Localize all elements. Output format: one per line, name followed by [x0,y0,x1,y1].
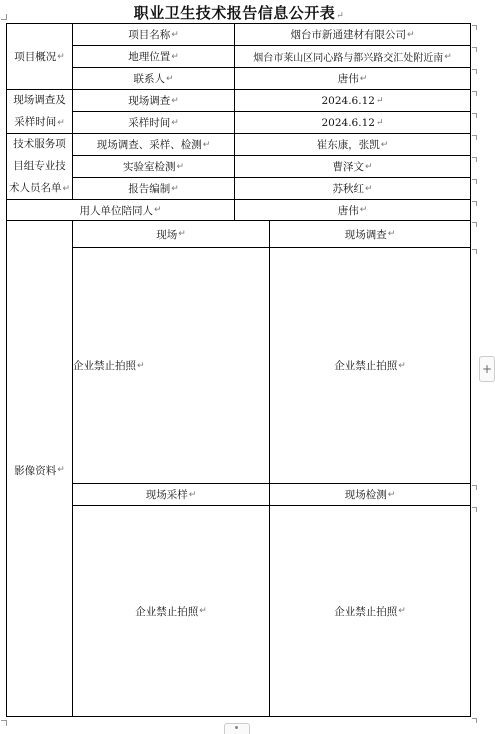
field-work-staff: 崔东康，张凯 ↵ [316,139,389,151]
row-end-marker [472,135,477,140]
row-end-marker [472,485,477,490]
lab-test-staff: 曹泽文 ↵ [332,161,373,173]
plus-icon: + [481,362,493,376]
escort-label: 用人单位陪同人 ↵ [79,204,162,217]
row-end-marker [472,113,477,118]
photo-placeholder-testing: 企业禁止拍照 ↵ [334,605,406,618]
row-end-marker [472,507,477,512]
field-work-label: 现场调查、采样、检测 ↵ [96,139,211,151]
row-end-marker [472,718,477,723]
row-end-marker [472,222,477,227]
location-label: 地理位置 ↵ [128,51,179,63]
report-writing-staff: 苏秋红 ↵ [332,183,373,195]
images-header-label: 影像资料 ↵ [14,464,65,477]
site-survey-date: 2024.6.12 ↵ [321,94,384,107]
row-end-marker [472,69,477,74]
tech-staff-header-line: 目组专业技 [13,160,66,172]
contact-value: 唐伟 ↵ [337,73,368,85]
photo-placeholder-sampling: 企业禁止拍照 ↵ [135,605,207,618]
dot-icon [235,726,238,729]
photo-caption-testing: 现场检测 ↵ [344,489,396,501]
sampling-date: 2024.6.12 ↵ [321,116,384,129]
photo-placeholder-site: 企业禁止拍照 ↵ [73,360,145,372]
photo-placeholder-survey: 企业禁止拍照 ↵ [334,360,406,372]
page-title: 职业卫生技术报告信息公开表↵ [133,4,345,22]
escort-value: 唐伟 ↵ [337,204,368,217]
photo-caption-site: 现场 ↵ [156,228,186,241]
report-writing-label: 报告编制 ↵ [128,183,179,195]
survey-time-header [7,90,72,133]
row-end-marker [472,179,477,184]
row-end-marker [472,157,477,162]
lab-test-label: 实验室检测 ↵ [122,161,185,173]
row-end-marker [472,91,477,96]
table-line [6,716,471,717]
row-end-marker [472,47,477,52]
photo-caption-survey: 现场调查 ↵ [344,228,396,241]
tech-staff-header-line: 技术服务项 [13,138,66,150]
sampling-time-label: 采样时间 ↵ [128,117,179,129]
page-scroll-handle[interactable] [224,723,250,734]
survey-time-header-line: 采样时间↵ [14,116,65,128]
contact-label: 联系人 ↵ [133,73,174,85]
project-name-value: 烟台市新通建材有限公司 ↵ [290,29,415,41]
row-end-marker [472,249,477,254]
project-name-label: 项目名称 ↵ [128,29,179,41]
table-line [470,23,471,717]
page-corner-mark [1,720,7,726]
row-end-marker [472,201,477,206]
photo-caption-sampling: 现场采样 ↵ [145,489,197,501]
project-overview-header: 项目概况 ↵ [14,51,65,63]
tech-staff-header [7,134,72,199]
expand-panel-button[interactable] [479,356,495,382]
site-survey-label: 现场调查 ↵ [128,95,179,107]
page-corner-mark [1,14,7,20]
tech-staff-header-line: 术人员名单↵ [8,182,71,194]
survey-time-header-line: 现场调查及 [13,94,66,106]
location-value: 烟台市莱山区同心路与都兴路交汇处附近南 ↵ [253,51,452,64]
row-end-marker [472,25,477,30]
